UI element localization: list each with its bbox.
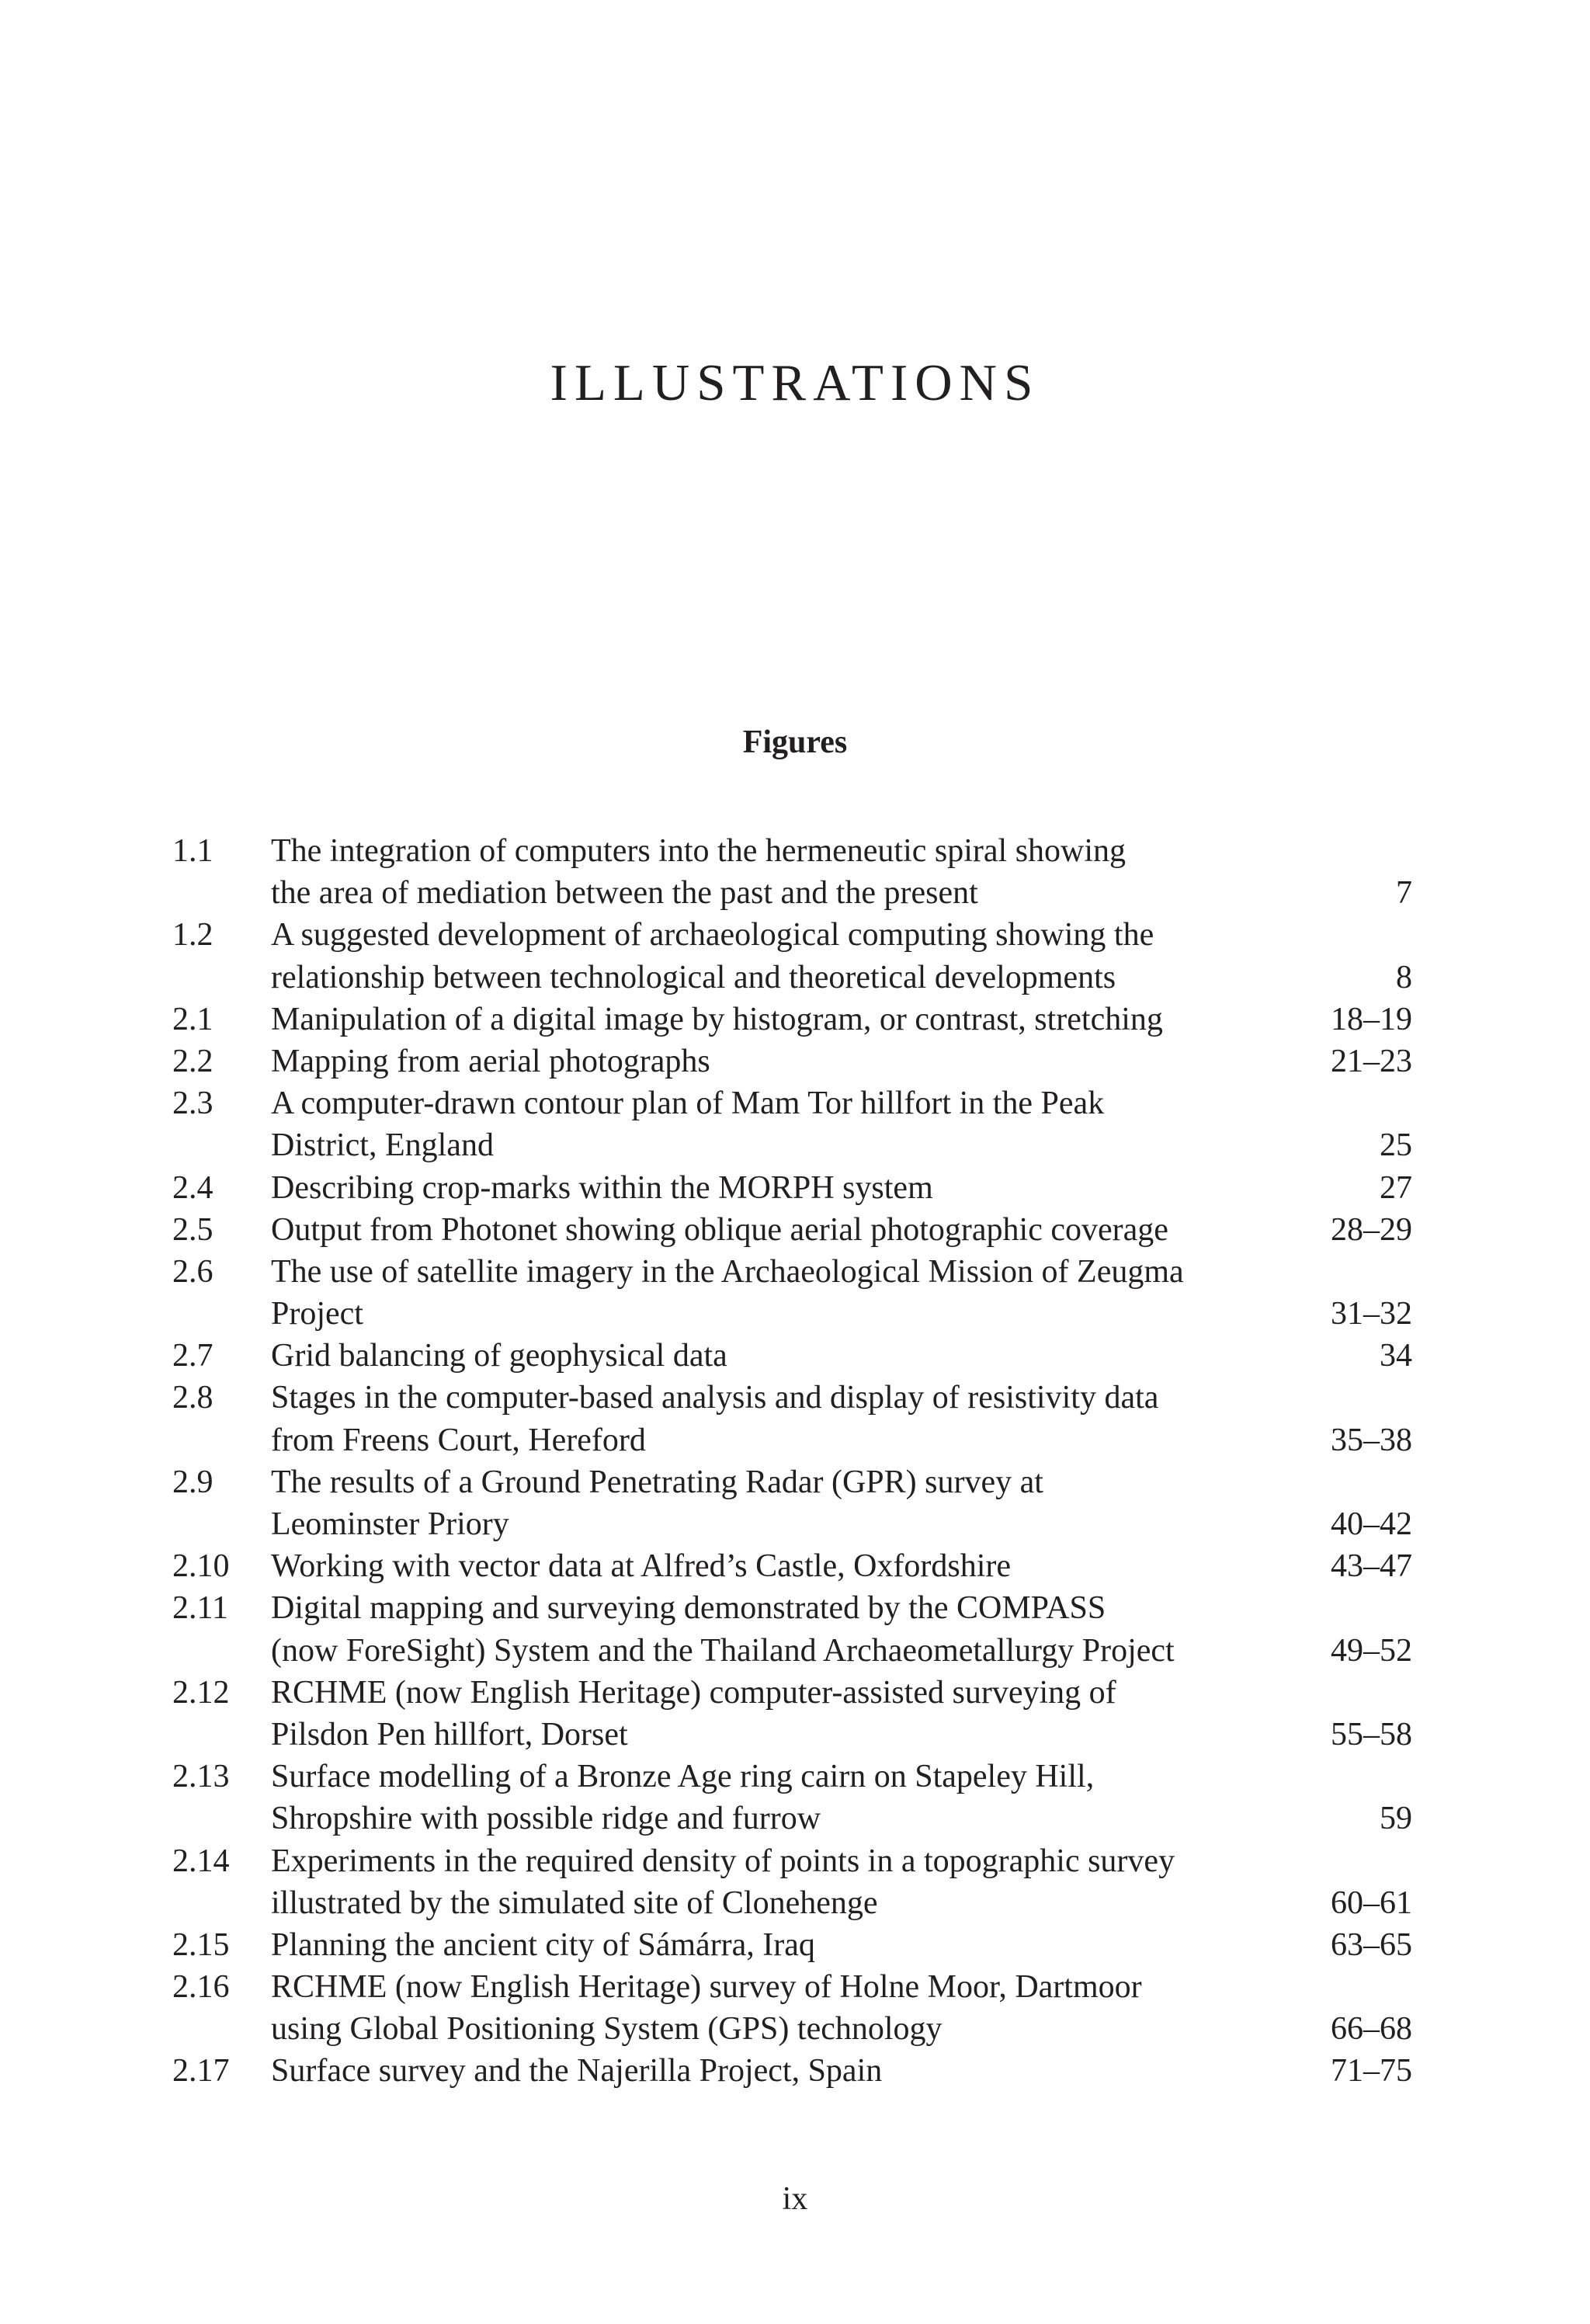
figure-entry-line [172, 1630, 1412, 1672]
figure-number: 2.16 [172, 1969, 230, 2006]
figure-entry-line [172, 1124, 1412, 1166]
figure-entry [172, 1672, 1412, 1756]
figure-caption: illustrated by the simulated site of Clonehenge [271, 1885, 878, 1921]
figure-page-range: 63–65 [1331, 1926, 1412, 1963]
figure-page-range: 28–29 [1331, 1211, 1412, 1248]
figure-entry-line [172, 914, 1412, 956]
figure-number: 2.17 [172, 2053, 230, 2090]
figure-caption: Surface modelling of a Bronze Age ring cairn on Stapeley Hill, [271, 1759, 1095, 1795]
figure-caption: The use of satellite imagery in the Archaeological Mission of Zeugma [271, 1253, 1184, 1290]
figure-entry-line [172, 1672, 1412, 1714]
figure-entry-line [172, 1251, 1412, 1293]
figure-entry-line [172, 1377, 1412, 1419]
figure-caption: District, England [271, 1127, 494, 1164]
figure-entry [172, 914, 1412, 998]
figure-entry-line [172, 1924, 1412, 1966]
figure-entry-line [172, 1293, 1412, 1335]
figure-caption: RCHME (now English Heritage) survey of Holne Moor, Dartmoor [271, 1969, 1142, 2006]
figure-caption: Leominster Priory [271, 1506, 509, 1542]
figure-number: 2.4 [172, 1169, 214, 1206]
figure-number: 2.7 [172, 1338, 214, 1374]
figure-entry-line [172, 1587, 1412, 1629]
figure-number: 2.11 [172, 1590, 228, 1627]
figure-entry [172, 1209, 1412, 1251]
figure-entry [172, 1167, 1412, 1209]
figure-caption: A computer-drawn contour plan of Mam Tor hillfort in the Peak [271, 1086, 1105, 1122]
figure-entry [172, 830, 1412, 914]
figure-caption: Project [271, 1296, 363, 1332]
figure-page-range: 55–58 [1331, 1716, 1412, 1753]
figure-caption: from Freens Court, Hereford [271, 1422, 646, 1458]
figure-number: 2.2 [172, 1043, 214, 1079]
figure-number: 2.12 [172, 1674, 230, 1711]
figure-caption: RCHME (now English Heritage) computer-assisted surveying of [271, 1674, 1116, 1711]
figure-number: 2.14 [172, 1843, 230, 1879]
figure-page-range: 27 [1380, 1169, 1412, 1206]
page-title: ILLUSTRATIONS [550, 354, 1040, 412]
figure-caption: Stages in the computer-based analysis and display of resistivity data [271, 1380, 1159, 1416]
figure-entry-line [172, 1840, 1412, 1882]
figure-entry-line [172, 1040, 1412, 1082]
figure-caption: Manipulation of a digital image by histogram, or contrast, stretching [271, 1001, 1163, 1037]
figure-page-range: 71–75 [1331, 2053, 1412, 2090]
figure-number: 2.3 [172, 1086, 214, 1122]
figure-caption: (now ForeSight) System and the Thailand Archaeometallurgy Project [271, 1632, 1175, 1669]
figure-entry-line [172, 1419, 1412, 1461]
figure-caption: The results of a Ground Penetrating Radar (GPR) survey at [271, 1464, 1043, 1500]
figure-number: 1.2 [172, 917, 214, 954]
figure-page-range: 18–19 [1331, 1001, 1412, 1037]
figure-page-range: 21–23 [1331, 1043, 1412, 1079]
figure-page-range: 35–38 [1331, 1422, 1412, 1458]
figure-entry-line [172, 1966, 1412, 2008]
figure-entry [172, 1966, 1412, 2050]
figure-entry-line [172, 1756, 1412, 1798]
figure-page-range: 25 [1380, 1127, 1412, 1164]
figure-entry-line [172, 1503, 1412, 1545]
figure-caption: Describing crop-marks within the MORPH system [271, 1169, 933, 1206]
figure-caption: the area of mediation between the past and the present [271, 875, 978, 912]
figure-caption: Output from Photonet showing oblique aerial photographic coverage [271, 1211, 1168, 1248]
figure-page-range: 59 [1380, 1801, 1412, 1837]
figure-number: 1.1 [172, 833, 214, 869]
figure-number: 2.9 [172, 1464, 214, 1500]
figure-entry-line [172, 957, 1412, 999]
figure-entry-line [172, 1461, 1412, 1503]
figure-caption: Grid balancing of geophysical data [271, 1338, 727, 1374]
figure-entry-line [172, 872, 1412, 914]
figure-entry [172, 1251, 1412, 1335]
section-heading: Figures [742, 724, 848, 760]
figure-entry-line [172, 1082, 1412, 1124]
figure-entry [172, 1082, 1412, 1166]
figure-number: 2.1 [172, 1001, 214, 1037]
figure-page-range: 34 [1380, 1338, 1412, 1374]
figure-entry-line [172, 2008, 1412, 2050]
figure-caption: The integration of computers into the hermeneutic spiral showing [271, 833, 1127, 869]
figure-entry-line [172, 1209, 1412, 1251]
figure-caption: A suggested development of archaeological computing showing the [271, 917, 1154, 954]
figure-entry [172, 2050, 1412, 2092]
figure-entry [172, 1587, 1412, 1671]
figure-entry [172, 1377, 1412, 1461]
figure-caption: Digital mapping and surveying demonstrated by the COMPASS [271, 1590, 1106, 1627]
figure-entry-line [172, 1882, 1412, 1924]
figure-entry [172, 1756, 1412, 1839]
figure-caption: Surface survey and the Najerilla Project, Spain [271, 2053, 883, 2090]
figure-entry-line [172, 1335, 1412, 1377]
figure-caption: Planning the ancient city of Sámárra, Iraq [271, 1926, 815, 1963]
figure-page-range: 66–68 [1331, 2011, 1412, 2048]
figure-entry [172, 1840, 1412, 1924]
figure-number: 2.15 [172, 1926, 230, 1963]
figure-entry-line [172, 1798, 1412, 1839]
figure-entry [172, 1040, 1412, 1082]
figure-page-range: 31–32 [1331, 1296, 1412, 1332]
figure-page-range: 49–52 [1331, 1632, 1412, 1669]
figure-entry [172, 1335, 1412, 1377]
figure-caption: using Global Positioning System (GPS) technology [271, 2011, 943, 2048]
figure-page-range: 7 [1396, 875, 1412, 912]
figure-number: 2.5 [172, 1211, 214, 1248]
figure-page-range: 8 [1396, 959, 1412, 995]
figure-list [172, 830, 1412, 2093]
figure-page-range: 43–47 [1331, 1548, 1412, 1585]
figure-entry-line [172, 1167, 1412, 1209]
page-number: ix [782, 2181, 808, 2217]
figure-page-range: 40–42 [1331, 1506, 1412, 1542]
figure-entry-line [172, 2050, 1412, 2092]
figure-number: 2.13 [172, 1759, 230, 1795]
figure-number: 2.10 [172, 1548, 230, 1585]
figure-caption: Shropshire with possible ridge and furrow [271, 1801, 821, 1837]
figure-caption: Working with vector data at Alfred’s Castle, Oxfordshire [271, 1548, 1012, 1585]
figure-page-range: 60–61 [1331, 1885, 1412, 1921]
figure-entry [172, 1461, 1412, 1545]
figure-number: 2.8 [172, 1380, 214, 1416]
figure-entry-line [172, 1545, 1412, 1587]
figure-entry-line [172, 1714, 1412, 1756]
figure-entry [172, 1545, 1412, 1587]
figure-caption: Experiments in the required density of points in a topographic survey [271, 1843, 1175, 1879]
figure-caption: Mapping from aerial photographs [271, 1043, 710, 1079]
figure-entry-line [172, 830, 1412, 872]
figure-entry-line [172, 999, 1412, 1040]
figure-entry [172, 1924, 1412, 1966]
figure-caption: Pilsdon Pen hillfort, Dorset [271, 1716, 628, 1753]
figure-entry [172, 999, 1412, 1040]
figure-caption: relationship between technological and theoretical developments [271, 959, 1116, 995]
figure-number: 2.6 [172, 1253, 214, 1290]
